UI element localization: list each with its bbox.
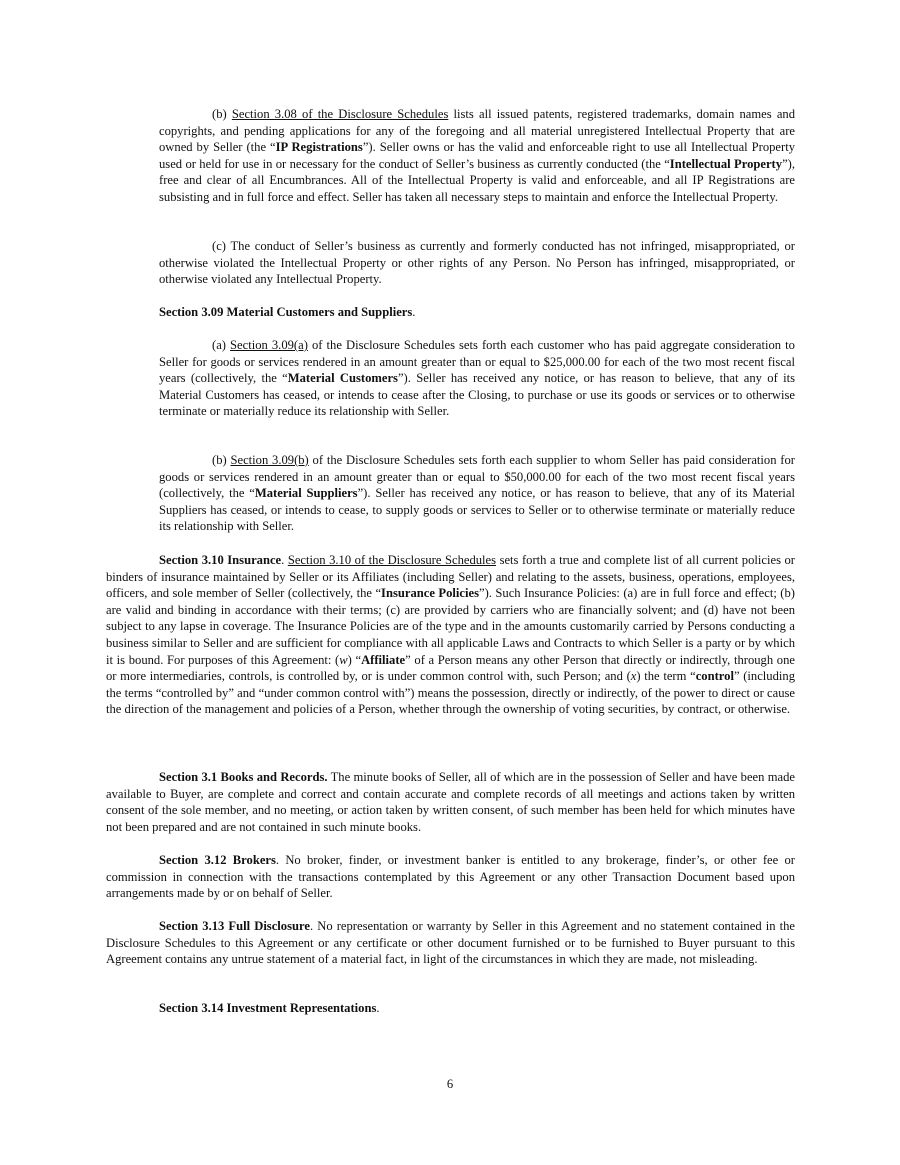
schedule-reference: Section 3.09(b) (230, 453, 309, 467)
body-text: ”), free and clear of all Encumbrances. All of the Intellectual Property is valid and enforceable, and all IP Registrations are subsisting and in full force and effect. Seller has taken all necessary steps to maintain and enforce the Intellectual Property. (159, 156, 795, 204)
body-text: The minute books of Seller, all of which are in the possession of Seller and have been made available to Buyer, are complete and correct and contain accurate and complete records of all meetings and actions taken by written consent of the sole member, and no meeting, or action taken by written consent, of such member has been held for which minutes have not been prepared and are not contained in such minute books. (106, 770, 795, 834)
body-text: of the Disclosure Schedules sets forth each customer who has paid aggregate consideration to Seller for goods or services rendered in an amount greater than or equal to $25,000.00 for each of the two most recent fiscal years (collectively, the “ (159, 338, 795, 386)
body-text: . No broker, finder, or investment banker is entitled to any brokerage, finder’s, or other fee or commission in connection with the transactions contemplated by this Agreement or any other Transaction Document based upon arrangements made by or on behalf of Seller. (106, 853, 795, 901)
section-title: Section 3.09 Material Customers and Suppliers (159, 305, 413, 319)
body-text: of the Disclosure Schedules sets forth each supplier to whom Seller has paid consideration for goods or services rendered in an amount greater than or equal to $50,000.00 for each of the two most recent fiscal years (collectively, the “ (159, 453, 795, 501)
defined-term-intellectual-property: Intellectual Property (669, 156, 783, 171)
defined-term-insurance-policies: Insurance Policies (381, 586, 479, 601)
section-3-12-brokers (106, 852, 795, 902)
section-3-11-books-and-records (106, 769, 795, 835)
page-number: 6 (446, 1077, 454, 1091)
section-title: Section 3.14 Investment Representations (159, 1001, 377, 1015)
paragraph-3-08-b (159, 106, 795, 206)
schedule-reference: Section 3.09(a) (230, 338, 308, 352)
body-text: ”). Seller has received any notice, or has reason to believe, that any of its Material Customers has ceased, or intends to cease after the Closing, to purchase or use its goods or services or to otherwise terminate or materially reduce its relationship with Seller. (159, 371, 795, 419)
body-text: ” (including the terms “controlled by” and “under common control with”) means the possession, directly or indirectly, of the power to direct or cause the direction of the management and policies of a Person, whether through the ownership of voting securities, by contract, or otherwise. (106, 669, 795, 717)
section-title: Section 3.12 Brokers (159, 853, 276, 867)
paragraph-label: (b) (212, 453, 231, 467)
defined-term-material-customers: Material Customers (287, 371, 398, 386)
section-title: Section 3.13 Full Disclosure (159, 919, 310, 933)
body-text: ”). Seller owns or has the valid and enforceable right to use all Intellectual Property used or held for use in or necessary for the conduct of Seller’s business as currently conducted (the “ (159, 140, 796, 171)
body-text: lists all issued patents, registered trademarks, domain names and copyrights, and pending applications for any of the foregoing and all material unregistered Intellectual Property that are owned by Seller (the “ (159, 107, 795, 155)
section-heading-3-14: Section 3.14 Investment Representations. (159, 1001, 380, 1015)
body-text: sets forth a true and complete list of all current policies or binders of insurance maintained by Seller or its Affiliates (including Seller) and relating to the assets, business, operations, employees, officers, and sole member of Seller (collectively, the “ (106, 553, 795, 601)
paragraph-label: (b) (212, 107, 232, 121)
paragraph-3-09-a (159, 337, 795, 420)
section-title: Section 3.10 Insurance (159, 553, 282, 567)
body-text: ”). Seller has received any notice, or has reason to believe, that any of its Material Suppliers has ceased, or intends to cease, to supply goods or services to Seller or to otherwise terminate or materially reduce its relationship with Seller. (159, 486, 795, 534)
section-heading-3-09: Section 3.09 Material Customers and Suppliers. (159, 305, 416, 319)
defined-term-control: control (695, 669, 734, 684)
paragraph-label: (a) (212, 338, 231, 352)
section-3-10-insurance: Section 3.10 Insurance. Section 3.10 of the Disclosure Schedules sets forth a true and complete list of all current policies or binders of insurance maintained by Seller or its Affiliates (including Seller) and relating to the assets, business, operations, employees, officers, and sole member of Seller (collectively, the “Insurance Policies”). Such Insurance Policies: (a) are in full force and effect; (b) are valid and binding in accordance with their terms; (c) are provided by carriers who are financially solvent; and (d) have not been subject to any lapse in coverage. The Insurance Policies are of the type and in the amounts customarily carried by Persons conducting a business similar to Seller and are sufficient for compliance with all applicable Laws and Contracts to which Seller is a party or by which it is bound. For purposes of this Agreement: (w) “Affiliate” of a Person means any other Person that directly or indirectly, through one or more intermediaries, controls, is controlled by, or is under common control with, such Person; and (x) the term “control” (including the terms “controlled by” and “under common control with”) means the possession, directly or indirectly, of the power to direct or cause the direction of the management and policies of a Person, whether through the ownership of voting securities, by contract, or otherwise. (106, 553, 795, 717)
body-text: (c) The conduct of Seller’s business as currently and formerly conducted has not infringed, misappropriated, or otherwise violated the Intellectual Property or other rights of any Person. No Person has infringed, misappropriated, or otherwise violated any Intellectual Property. (159, 239, 795, 287)
schedule-reference: Section 3.08 of the Disclosure Schedules (231, 107, 449, 121)
paragraph-3-09-b (159, 452, 795, 535)
schedule-reference: Section 3.10 of the Disclosure Schedules (287, 553, 497, 567)
body-text: . No representation or warranty by Seller in this Agreement and no statement contained in the Disclosure Schedules to this Agreement or any certificate or other document furnished or to be furnished to Buyer pursuant to this Agreement contains any untrue statement of a material fact, in light of the circumstances in which they are made, not misleading. (106, 919, 796, 967)
defined-term-affiliate: Affiliate (361, 652, 406, 667)
defined-term-material-suppliers: Material Suppliers (254, 486, 358, 501)
body-text: ” of a Person means any other Person that directly or indirectly, through one or more intermediaries, controls, is controlled by, or is under common control with, such Person; and ( (106, 652, 795, 684)
section-title: Section 3.1 Books and Records. (159, 770, 328, 784)
paragraph-3-08-c (159, 238, 795, 288)
defined-term-ip-registrations: IP Registrations (275, 140, 363, 155)
section-3-13-full-disclosure (106, 918, 795, 968)
body-text: ”). Such Insurance Policies: (a) are in full force and effect; (b) are valid and binding in accordance with their terms; (c) are provided by carriers who are financially solvent; and (d) have not been subject to any lapse in coverage. The Insurance Policies are of the type and in the amounts customarily carried by Persons conducting a business similar to Seller and are sufficient for compliance with all applicable Laws and Contracts to which Seller is a party or by which it is bound. For purposes of this Agreement: ( (106, 586, 795, 667)
